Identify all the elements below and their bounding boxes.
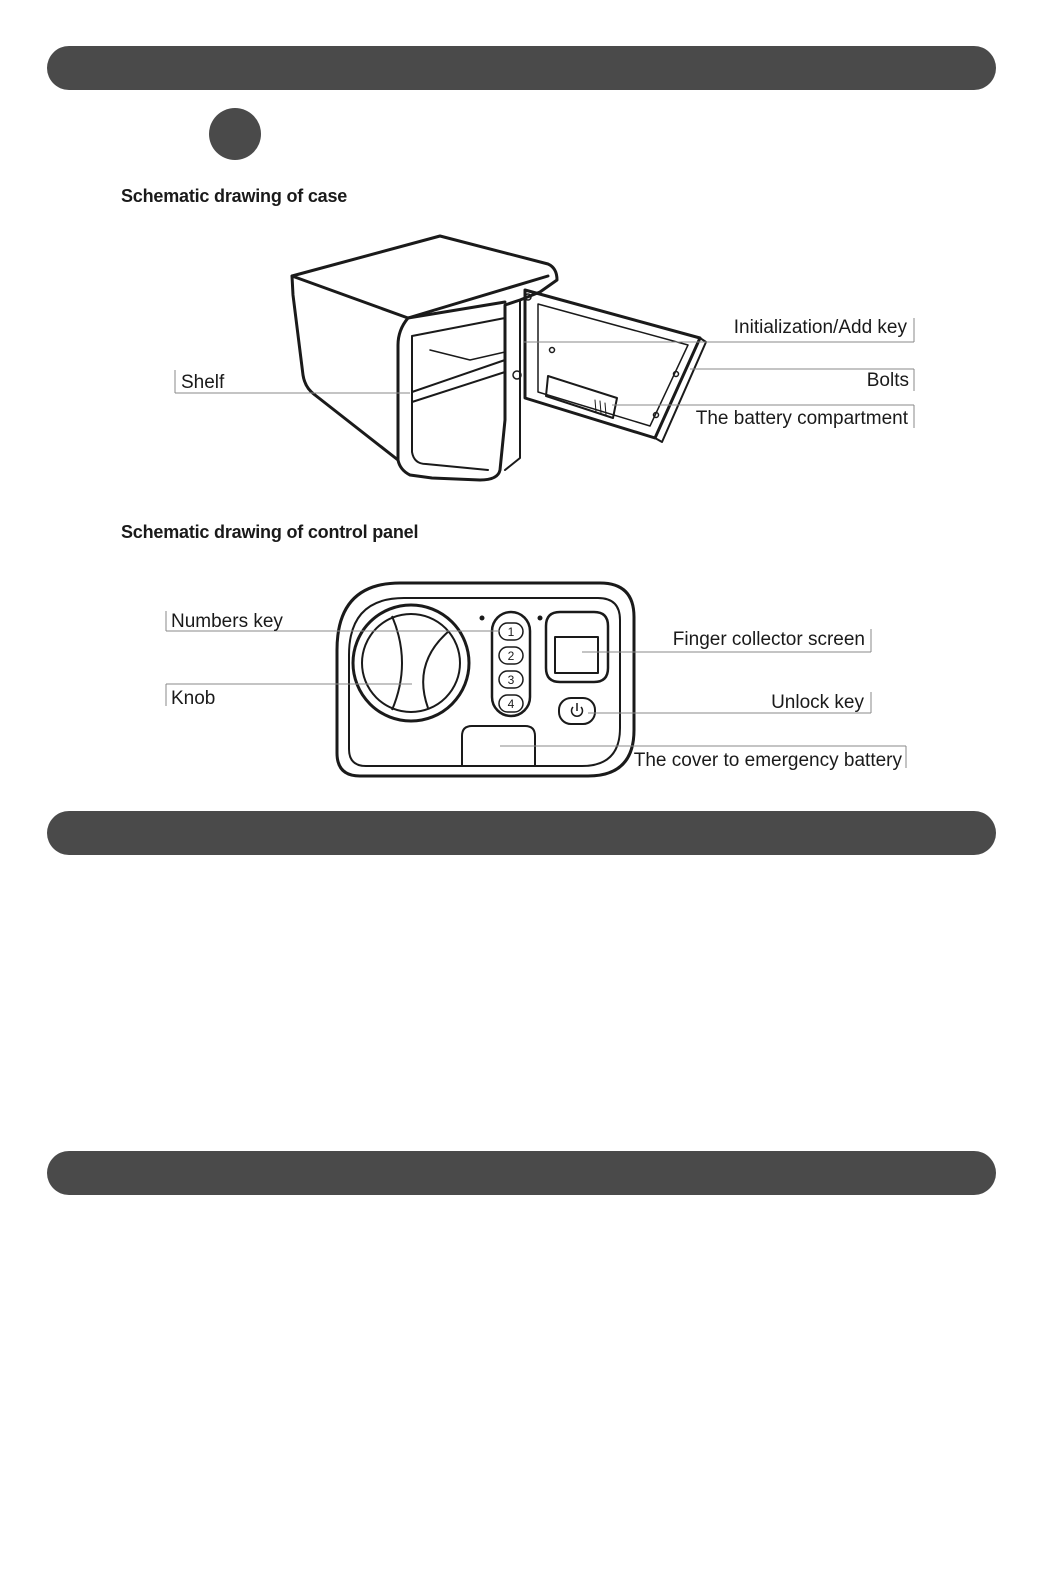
control-panel-heading: Schematic drawing of control panel — [121, 522, 419, 542]
control-panel-drawing — [337, 583, 634, 776]
led-indicator-left — [480, 616, 485, 621]
safe-shelf — [412, 360, 505, 402]
label-emergency-cover: The cover to emergency battery — [633, 750, 902, 771]
safe-shelf-back — [430, 350, 505, 360]
knob-outer — [353, 605, 469, 721]
safe-top-edge — [292, 276, 548, 318]
power-icon — [572, 703, 583, 716]
label-unlock-key: Unlock key — [771, 692, 864, 713]
led-indicator-right — [538, 616, 543, 621]
keypad-key-labels — [508, 625, 515, 711]
label-bolts: Bolts — [866, 370, 909, 391]
label-knob: Knob — [171, 688, 216, 709]
keypad-key-4: 4 — [507, 697, 515, 711]
label-finger-collector: Finger collector screen — [672, 629, 865, 650]
safe-hinge-side — [505, 300, 520, 470]
panel-labels — [171, 611, 902, 771]
door-screw-1 — [550, 348, 555, 353]
label-battery-compartment: The battery compartment — [695, 408, 908, 429]
safe-case-drawing — [292, 236, 706, 480]
label-shelf: Shelf — [181, 372, 225, 393]
safe-inner-frame — [412, 318, 505, 470]
knob-grip-right — [423, 631, 449, 708]
case-labels — [181, 317, 909, 429]
label-init-key: Initialization/Add key — [733, 317, 907, 338]
safe-body-outline — [292, 236, 557, 480]
door-screw-2 — [674, 372, 679, 377]
keypad-key-2: 2 — [507, 649, 515, 663]
keypad-key-3: 3 — [507, 673, 515, 687]
safe-opening — [398, 302, 505, 460]
case-drawing-heading: Schematic drawing of case — [121, 186, 348, 206]
knob-grip-left — [392, 616, 402, 710]
finger-collector-screen — [555, 637, 598, 673]
door-screw-3 — [654, 413, 659, 418]
keypad-key-1: 1 — [507, 625, 515, 639]
knob-inner — [362, 614, 460, 712]
label-numbers-key: Numbers key — [171, 611, 283, 632]
